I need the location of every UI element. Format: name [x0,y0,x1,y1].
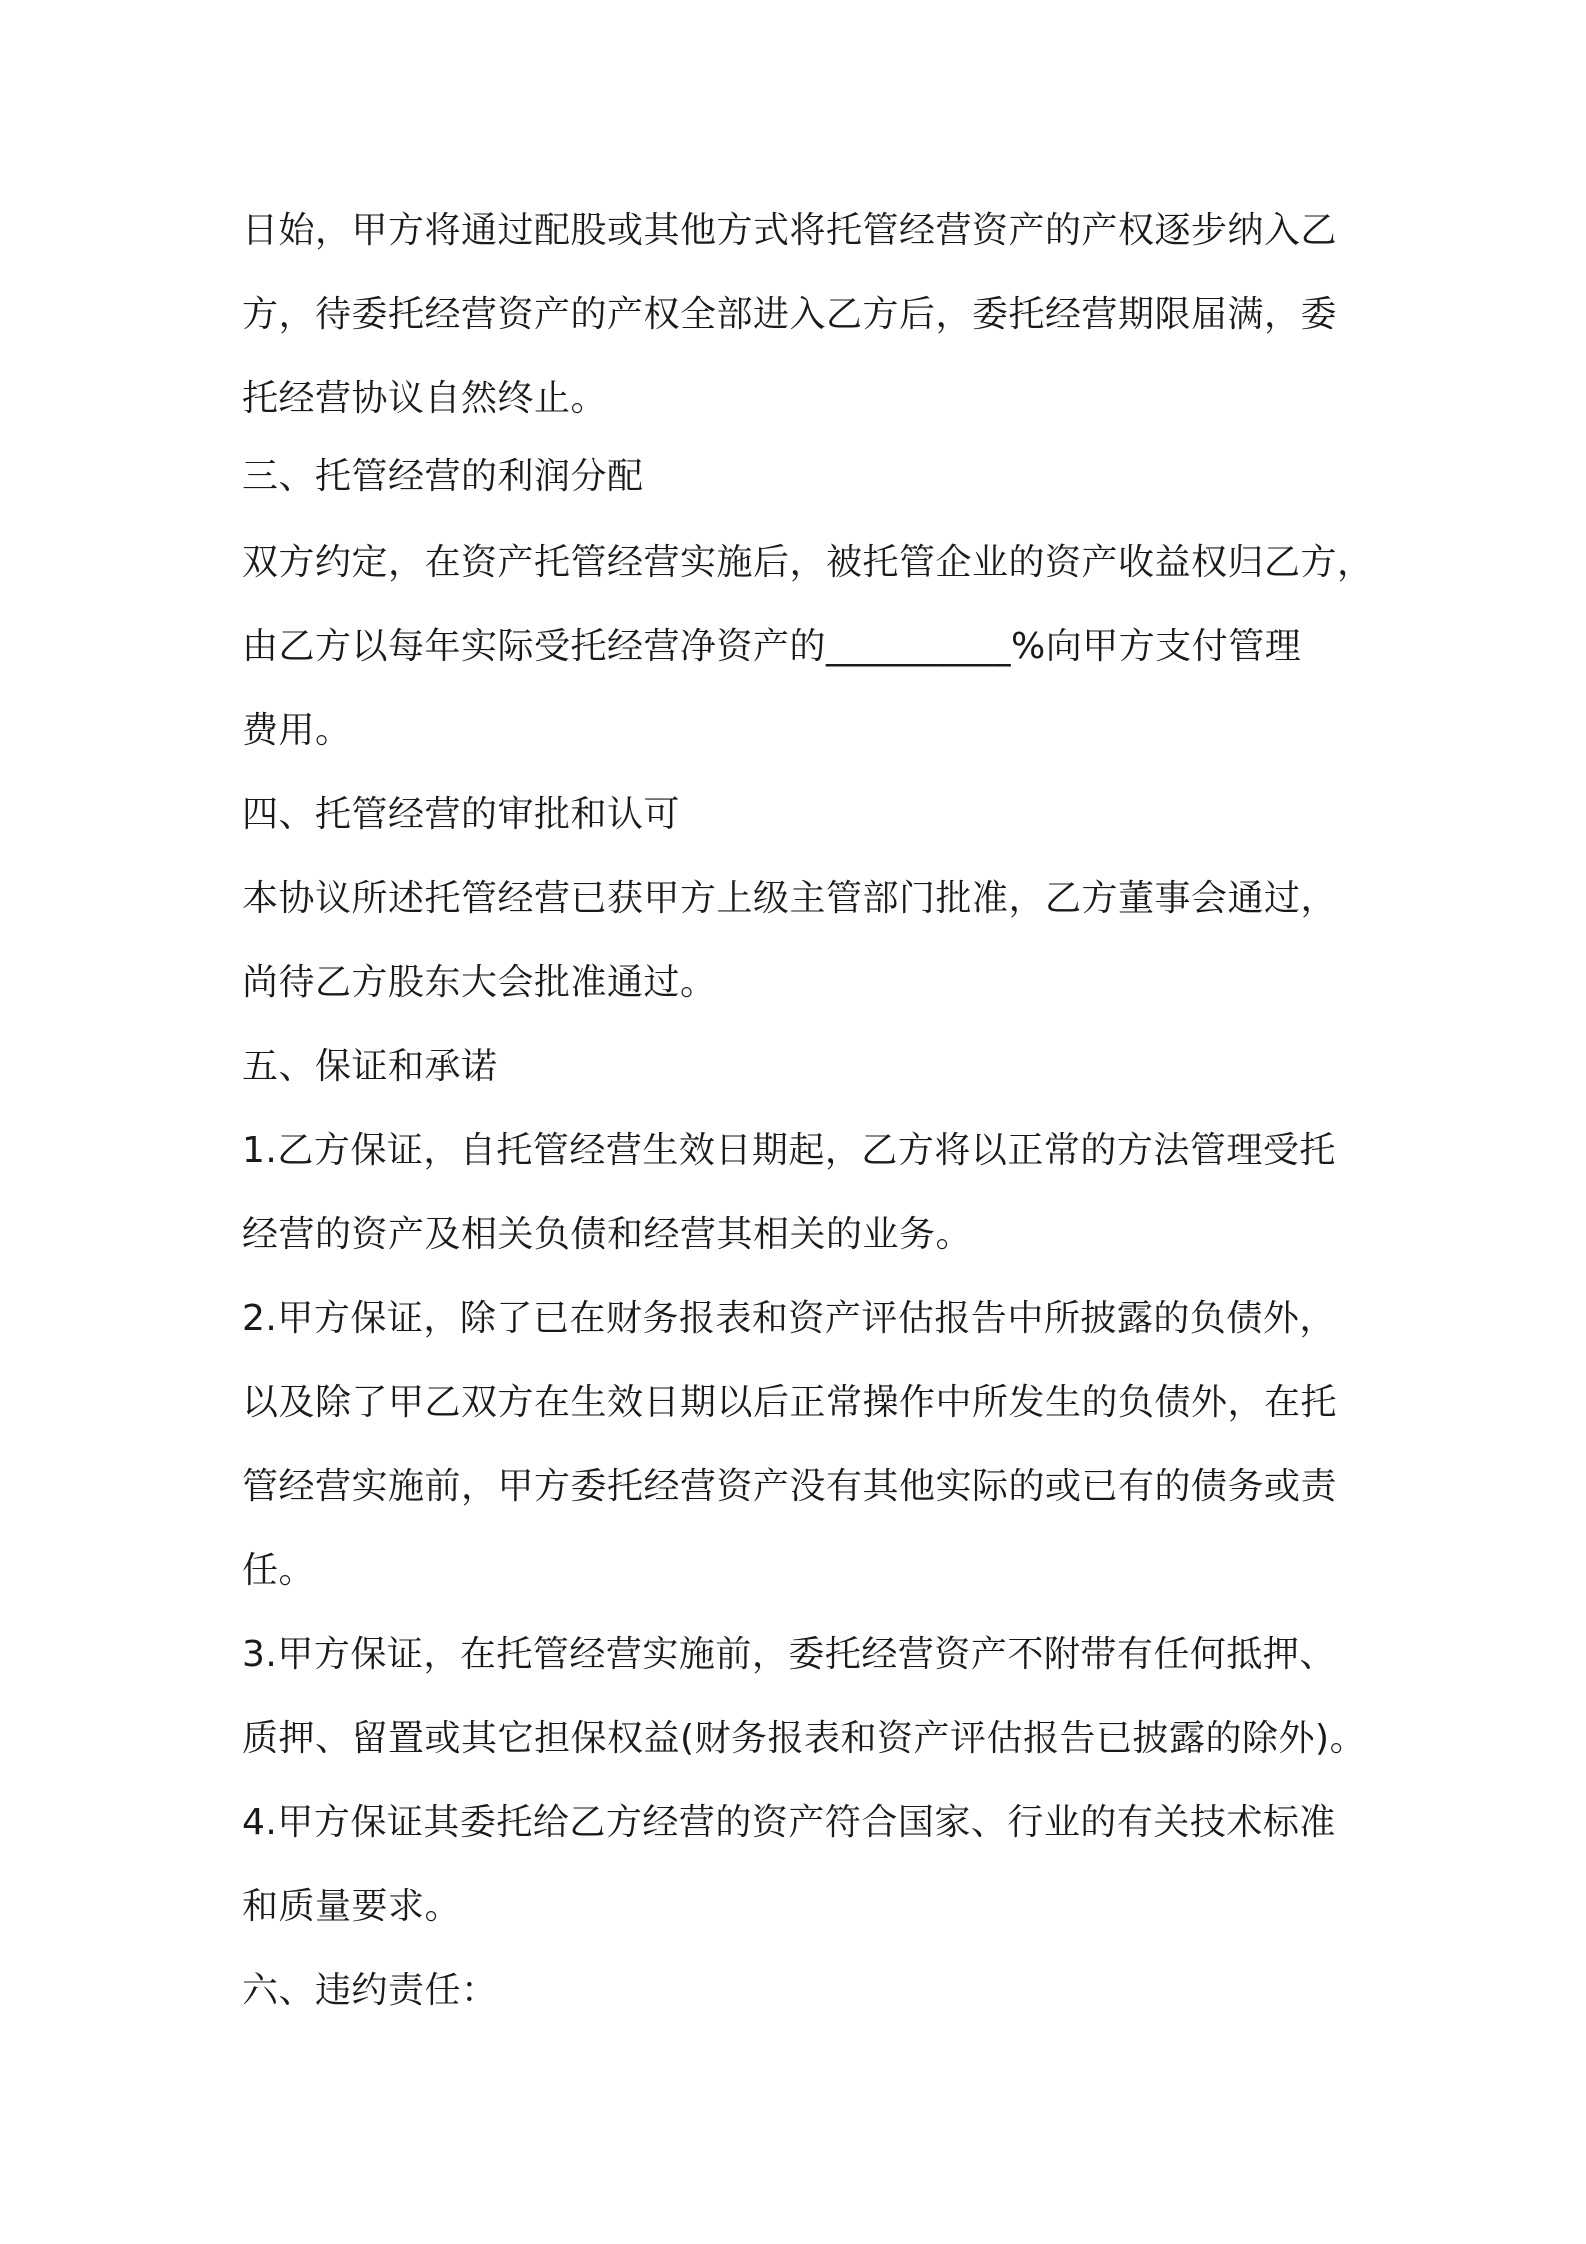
paragraph-line: 和质量要求。 [242,1886,462,1927]
paragraph-line: 1.乙方保证，自托管经营生效日期起，乙方将以正常的方法管理受托 [242,1130,1336,1171]
paragraph-line: 3.甲方保证，在托管经营实施前，委托经营资产不附带有任何抵押、 [242,1634,1336,1675]
paragraph-line: 日始，甲方将通过配股或其他方式将托管经营资产的产权逐步纳入乙 [242,210,1338,251]
paragraph-line: 双方约定，在资产托管经营实施后，被托管企业的资产收益权归乙方， [242,542,1374,583]
section-heading: 四、托管经营的审批和认可 [242,794,681,835]
paragraph-line: 2.甲方保证，除了已在财务报表和资产评估报告中所披露的负债外， [242,1298,1336,1339]
paragraph-line: 由乙方以每年实际受托经营净资产的__________%向甲方支付管理 [242,626,1302,667]
paragraph-line: 托经营协议自然终止。 [242,378,608,419]
paragraph-line: 管经营实施前，甲方委托经营资产没有其他实际的或已有的债务或责 [242,1466,1338,1507]
paragraph-line: 方，待委托经营资产的产权全部进入乙方后，委托经营期限届满，委 [242,294,1338,335]
section-heading: 三、托管经营的利润分配 [242,456,644,497]
paragraph-line: 尚待乙方股东大会批准通过。 [242,962,717,1003]
paragraph-line: 4.甲方保证其委托给乙方经营的资产符合国家、行业的有关技术标准 [242,1802,1336,1843]
section-heading: 五、保证和承诺 [242,1046,498,1087]
paragraph-line: 经营的资产及相关负债和经营其相关的业务。 [242,1214,973,1255]
paragraph-line: 本协议所述托管经营已获甲方上级主管部门批准，乙方董事会通过， [242,878,1338,919]
section-heading: 六、违约责任： [242,1970,498,2011]
paragraph-line: 质押、留置或其它担保权益(财务报表和资产评估报告已披露的除外)。 [242,1718,1367,1759]
paragraph-line: 任。 [242,1550,316,1591]
paragraph-line: 费用。 [242,710,352,751]
paragraph-line: 以及除了甲乙双方在生效日期以后正常操作中所发生的负债外，在托 [242,1382,1338,1423]
